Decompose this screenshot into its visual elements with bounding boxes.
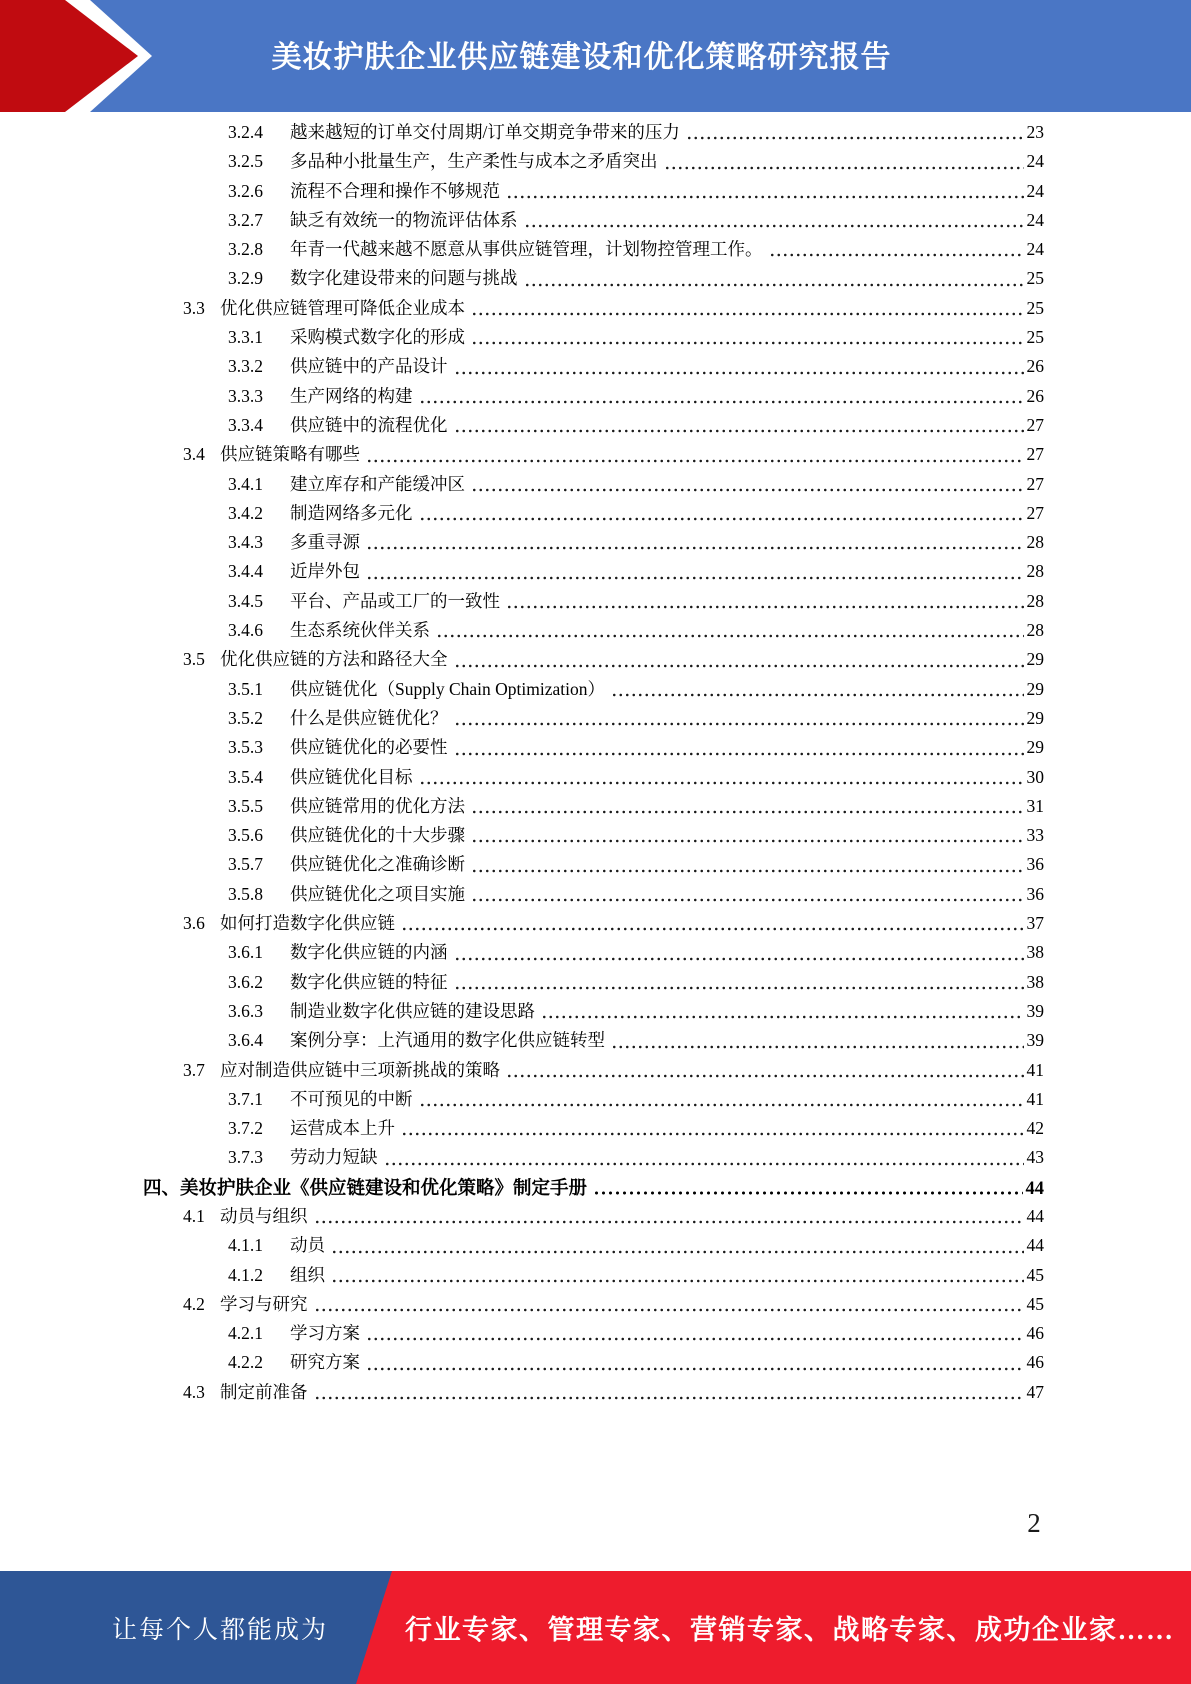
toc-entry[interactable]: [143, 646, 1044, 675]
toc-entry-number: 3.5.1: [228, 678, 263, 699]
toc-entry-label: 供应链中的产品设计: [290, 356, 448, 377]
toc-entry[interactable]: [143, 265, 1044, 294]
toc-dot-leader: [471, 822, 1024, 851]
toc-entry-number: 3.2.5: [228, 151, 263, 172]
toc-entry[interactable]: [143, 178, 1044, 207]
toc-entry-number: 3.5.7: [228, 854, 263, 875]
toc-entry[interactable]: [143, 412, 1044, 441]
toc-entry-number: 3.4: [183, 444, 205, 465]
toc-entry-number: 3.3.1: [228, 327, 263, 348]
toc-entry-page: 36: [1026, 854, 1044, 875]
toc-dot-leader: [366, 441, 1024, 470]
toc-entry[interactable]: [143, 1027, 1044, 1056]
toc-entry-number: 3.7.1: [228, 1088, 263, 1109]
toc-entry-label: 供应链优化之准确诊断: [290, 854, 465, 875]
toc-entry-page: 38: [1026, 942, 1044, 963]
toc-entry-page: 24: [1026, 151, 1044, 172]
toc-entry-number: 3.4.1: [228, 473, 263, 494]
toc-dot-leader: [506, 178, 1024, 207]
toc-dot-leader: [471, 851, 1024, 880]
toc-dot-leader: [611, 1027, 1024, 1056]
toc-entry-number: 3.5.3: [228, 737, 263, 758]
toc-entry-label: 近岸外包: [290, 561, 360, 582]
toc-entry-label: 年青一代越来越不愿意从事供应链管理，计划物控管理工作。: [290, 239, 763, 260]
toc-entry[interactable]: [143, 734, 1044, 763]
footer-slogan-left: 让每个人都能成为: [111, 1616, 328, 1644]
header-banner: [0, 0, 1191, 112]
toc-dot-leader: [454, 646, 1024, 675]
toc-dot-leader: [454, 734, 1024, 763]
toc-entry-page: 43: [1026, 1147, 1044, 1168]
toc-entry[interactable]: [143, 529, 1044, 558]
toc-dot-leader: [664, 148, 1024, 177]
toc-entry-label: 供应链优化目标: [290, 766, 413, 787]
toc-entry-page: 42: [1026, 1118, 1044, 1139]
toc-entry-page: 24: [1026, 209, 1044, 230]
toc-entry-number: 3.5.4: [228, 766, 263, 787]
toc-entry-number: 3.5.6: [228, 825, 263, 846]
toc-entry[interactable]: [143, 1174, 1044, 1203]
toc-entry-label: 多重寻源: [290, 532, 360, 553]
toc-entry[interactable]: [143, 1086, 1044, 1115]
toc-entry-page: 29: [1026, 678, 1044, 699]
toc-entry-number: 3.7.3: [228, 1147, 263, 1168]
toc-entry-number: 3.3: [183, 297, 205, 318]
toc-entry-label: 学习方案: [290, 1323, 360, 1344]
toc-entry[interactable]: [143, 207, 1044, 236]
toc-entry-page: 38: [1026, 971, 1044, 992]
toc-entry-page: 26: [1026, 385, 1044, 406]
toc-entry-number: 3.4.5: [228, 590, 263, 611]
toc-entry-label: 供应链策略有哪些: [220, 444, 360, 465]
toc-entry-number: 3.2.9: [228, 268, 263, 289]
toc-entry-label: 优化供应链的方法和路径大全: [220, 649, 448, 670]
toc-entry[interactable]: [143, 324, 1044, 353]
toc-entry[interactable]: [143, 441, 1044, 470]
toc-entry-label: 供应链优化的十大步骤: [290, 825, 465, 846]
toc-entry-number: 3.2.7: [228, 209, 263, 230]
toc-entry-label: 平台、产品或工厂的一致性: [290, 590, 500, 611]
toc-entry-page: 44: [1026, 1205, 1044, 1226]
toc-entry-label: 案例分享：上汽通用的数字化供应链转型: [290, 1030, 605, 1051]
toc-entry-number: 3.6.1: [228, 942, 263, 963]
toc-dot-leader: [471, 295, 1024, 324]
toc-entry-label: 制造网络多元化: [290, 502, 413, 523]
toc-entry-page: 24: [1026, 180, 1044, 201]
toc-dot-leader: [769, 236, 1024, 265]
toc-entry-page: 45: [1026, 1264, 1044, 1285]
toc-entry-label: 动员: [290, 1235, 325, 1256]
toc-entry-number: 3.5: [183, 649, 205, 670]
toc-dot-leader: [366, 1349, 1024, 1378]
toc-entry-page: 41: [1026, 1088, 1044, 1109]
toc-entry-number: 3.2.8: [228, 239, 263, 260]
toc-entry[interactable]: [143, 764, 1044, 793]
toc-entry[interactable]: [143, 471, 1044, 500]
toc-entry-number: 4.3: [183, 1381, 205, 1402]
toc-entry-number: 3.7: [183, 1059, 205, 1080]
toc-entry-label: 什么是供应链优化？: [290, 707, 448, 728]
toc-entry[interactable]: [143, 148, 1044, 177]
toc-entry-label: 供应链中的流程优化: [290, 414, 448, 435]
toc-entry-page: 25: [1026, 327, 1044, 348]
toc-entry-number: 3.6.3: [228, 1000, 263, 1021]
toc-entry-number: 4.1: [183, 1205, 205, 1226]
toc-entry-label: 学习与研究: [220, 1293, 308, 1314]
toc-entry-label: 如何打造数字化供应链: [220, 913, 395, 934]
toc-entry[interactable]: [143, 1232, 1044, 1261]
toc-entry-number: 4.2: [183, 1293, 205, 1314]
toc-entry-page: 28: [1026, 532, 1044, 553]
toc-entry[interactable]: [143, 705, 1044, 734]
toc-entry-label: 采购模式数字化的形成: [290, 327, 465, 348]
toc-dot-leader: [331, 1232, 1024, 1261]
toc-entry-label: 研究方案: [290, 1352, 360, 1373]
table-of-contents: [143, 119, 1044, 1408]
toc-dot-leader: [471, 324, 1024, 353]
toc-entry[interactable]: [143, 1262, 1044, 1291]
page-number: 2: [1027, 1508, 1041, 1538]
toc-entry[interactable]: [143, 822, 1044, 851]
toc-entry-number: 3.7.2: [228, 1118, 263, 1139]
toc-dot-leader: [419, 764, 1024, 793]
toc-dot-leader: [454, 353, 1024, 382]
toc-entry-page: 46: [1026, 1323, 1044, 1344]
toc-entry-number: 4.1.2: [228, 1264, 263, 1285]
toc-entry-number: 4.1.1: [228, 1235, 263, 1256]
toc-entry-label: 组织: [290, 1264, 325, 1285]
toc-entry-page: 25: [1026, 297, 1044, 318]
toc-entry[interactable]: [143, 1320, 1044, 1349]
toc-entry-label: 生产网络的构建: [290, 385, 413, 406]
toc-entry-number: 四、: [143, 1178, 181, 1199]
toc-entry-page: 36: [1026, 883, 1044, 904]
toc-dot-leader: [419, 383, 1024, 412]
toc-entry-page: 44: [1025, 1178, 1044, 1199]
toc-entry-number: 3.3.3: [228, 385, 263, 406]
toc-entry-page: 23: [1026, 122, 1044, 142]
toc-entry[interactable]: [143, 676, 1044, 705]
toc-entry-label: 供应链常用的优化方法: [290, 795, 465, 816]
toc-dot-leader: [471, 881, 1024, 910]
toc-entry[interactable]: [143, 910, 1044, 939]
toc-dot-leader: [593, 1174, 1022, 1203]
toc-entry-page: 44: [1026, 1235, 1044, 1256]
toc-entry[interactable]: [143, 588, 1044, 617]
toc-entry-label: 动员与组织: [220, 1205, 308, 1226]
toc-entry-page: 37: [1026, 913, 1044, 934]
toc-entry-number: 3.6.2: [228, 971, 263, 992]
toc-entry-label: 建立库存和产能缓冲区: [290, 473, 465, 494]
footer-banner: [0, 1571, 1191, 1684]
toc-entry-number: 3.2.6: [228, 180, 263, 201]
toc-entry-page: 27: [1026, 502, 1044, 523]
toc-dot-leader: [331, 1262, 1024, 1291]
toc-entry-number: 4.2.2: [228, 1352, 263, 1373]
footer-slogan-right: 行业专家、管理专家、营销专家、战略专家、成功企业家……: [405, 1615, 1175, 1645]
toc-entry[interactable]: [143, 1379, 1044, 1408]
toc-entry-number: 3.6.4: [228, 1030, 263, 1051]
toc-entry-number: 3.2.4: [228, 122, 263, 142]
toc-entry-page: 31: [1026, 795, 1044, 816]
toc-dot-leader: [541, 998, 1024, 1027]
toc-dot-leader: [366, 558, 1024, 587]
toc-entry-label: 越来越短的订单交付周期/订单交期竞争带来的压力: [290, 122, 680, 142]
toc-dot-leader: [401, 910, 1024, 939]
toc-entry[interactable]: [143, 295, 1044, 324]
toc-entry-label: 劳动力短缺: [290, 1147, 378, 1168]
toc-entry-label: 数字化供应链的特征: [290, 971, 448, 992]
report-title: 美妆护肤企业供应链建设和优化策略研究报告: [271, 41, 892, 74]
toc-entry-number: 3.5.5: [228, 795, 263, 816]
toc-entry-label: 制定前准备: [220, 1381, 308, 1402]
toc-entry[interactable]: [143, 383, 1044, 412]
toc-entry[interactable]: [143, 793, 1044, 822]
toc-entry-page: 47: [1026, 1381, 1044, 1402]
toc-dot-leader: [524, 207, 1024, 236]
toc-dot-leader: [314, 1203, 1024, 1232]
toc-entry[interactable]: [143, 558, 1044, 587]
toc-entry-label: 供应链优化的必要性: [290, 737, 448, 758]
toc-entry-page: 30: [1026, 766, 1044, 787]
toc-dot-leader: [471, 793, 1024, 822]
toc-entry-number: 3.4.6: [228, 620, 263, 641]
toc-entry-number: 4.2.1: [228, 1323, 263, 1344]
toc-entry-page: 27: [1026, 414, 1044, 435]
toc-entry-label: 数字化供应链的内涵: [290, 942, 448, 963]
toc-dot-leader: [611, 676, 1024, 705]
toc-entry-page: 26: [1026, 356, 1044, 377]
toc-dot-leader: [419, 500, 1024, 529]
toc-entry-page: 39: [1026, 1000, 1044, 1021]
toc-entry-page: 33: [1026, 825, 1044, 846]
toc-entry-page: 46: [1026, 1352, 1044, 1373]
toc-entry-label: 不可预见的中断: [290, 1088, 413, 1109]
toc-dot-leader: [384, 1144, 1024, 1173]
toc-entry-number: 3.4.3: [228, 532, 263, 553]
toc-entry-label: 数字化建设带来的问题与挑战: [290, 268, 518, 289]
toc-entry-label: 供应链优化之项目实施: [290, 883, 465, 904]
toc-entry-label: 供应链优化（Supply Chain Optimization）: [290, 678, 605, 699]
toc-entry-label: 多品种小批量生产，生产柔性与成本之矛盾突出: [290, 151, 658, 172]
toc-dot-leader: [506, 588, 1024, 617]
toc-entry[interactable]: [143, 1144, 1044, 1173]
toc-entry[interactable]: [143, 1349, 1044, 1378]
toc-entry-label: 缺乏有效统一的物流评估体系: [290, 209, 518, 230]
toc-entry[interactable]: [143, 851, 1044, 880]
toc-entry[interactable]: [143, 1057, 1044, 1086]
toc-dot-leader: [401, 1115, 1024, 1144]
toc-entry[interactable]: [143, 236, 1044, 265]
toc-entry[interactable]: [143, 1291, 1044, 1320]
toc-dot-leader: [471, 471, 1024, 500]
toc-entry[interactable]: [143, 353, 1044, 382]
toc-entry-page: 28: [1026, 561, 1044, 582]
toc-dot-leader: [436, 617, 1024, 646]
toc-entry-label: 美妆护肤企业《供应链建设和优化策略》制定手册: [180, 1178, 588, 1199]
toc-entry-page: 27: [1026, 473, 1044, 494]
toc-entry-number: 3.4.4: [228, 561, 263, 582]
toc-entry-number: 3.6: [183, 913, 205, 934]
toc-dot-leader: [686, 119, 1024, 148]
toc-entry[interactable]: [143, 881, 1044, 910]
toc-dot-leader: [506, 1057, 1024, 1086]
toc-dot-leader: [454, 969, 1024, 998]
toc-entry-number: 3.3.2: [228, 356, 263, 377]
toc-entry-page: 28: [1026, 620, 1044, 641]
toc-entry[interactable]: [143, 998, 1044, 1027]
toc-dot-leader: [454, 705, 1024, 734]
toc-entry[interactable]: [143, 969, 1044, 998]
toc-entry-page: 41: [1026, 1059, 1044, 1080]
toc-entry-page: 27: [1026, 444, 1044, 465]
toc-entry-number: 3.5.8: [228, 883, 263, 904]
toc-dot-leader: [419, 1086, 1024, 1115]
toc-dot-leader: [454, 412, 1024, 441]
toc-entry-number: 3.5.2: [228, 707, 263, 728]
toc-entry-page: 24: [1026, 239, 1044, 260]
toc-entry-page: 28: [1026, 590, 1044, 611]
toc-entry-number: 3.4.2: [228, 502, 263, 523]
toc-dot-leader: [366, 529, 1024, 558]
toc-dot-leader: [454, 939, 1024, 968]
toc-entry[interactable]: [143, 1203, 1044, 1232]
toc-entry-page: 39: [1026, 1030, 1044, 1051]
toc-entry-page: 29: [1026, 707, 1044, 728]
toc-entry-label: 优化供应链管理可降低企业成本: [220, 297, 465, 318]
toc-entry[interactable]: [143, 119, 1044, 148]
toc-entry-label: 流程不合理和操作不够规范: [290, 180, 500, 201]
toc-entry-label: 应对制造供应链中三项新挑战的策略: [220, 1059, 500, 1080]
toc-entry-number: 3.3.4: [228, 414, 263, 435]
toc-dot-leader: [366, 1320, 1024, 1349]
toc-entry-label: 生态系统伙伴关系: [290, 620, 430, 641]
toc-entry-page: 29: [1026, 737, 1044, 758]
toc-dot-leader: [314, 1379, 1024, 1408]
toc-entry[interactable]: [143, 617, 1044, 646]
toc-entry-page: 25: [1026, 268, 1044, 289]
toc-entry[interactable]: [143, 1115, 1044, 1144]
toc-entry-page: 29: [1026, 649, 1044, 670]
toc-entry-label: 制造业数字化供应链的建设思路: [290, 1000, 535, 1021]
toc-dot-leader: [314, 1291, 1024, 1320]
toc-dot-leader: [524, 265, 1024, 294]
toc-entry[interactable]: [143, 500, 1044, 529]
toc-entry[interactable]: [143, 939, 1044, 968]
toc-entry-label: 运营成本上升: [290, 1118, 395, 1139]
toc-entry-page: 45: [1026, 1293, 1044, 1314]
